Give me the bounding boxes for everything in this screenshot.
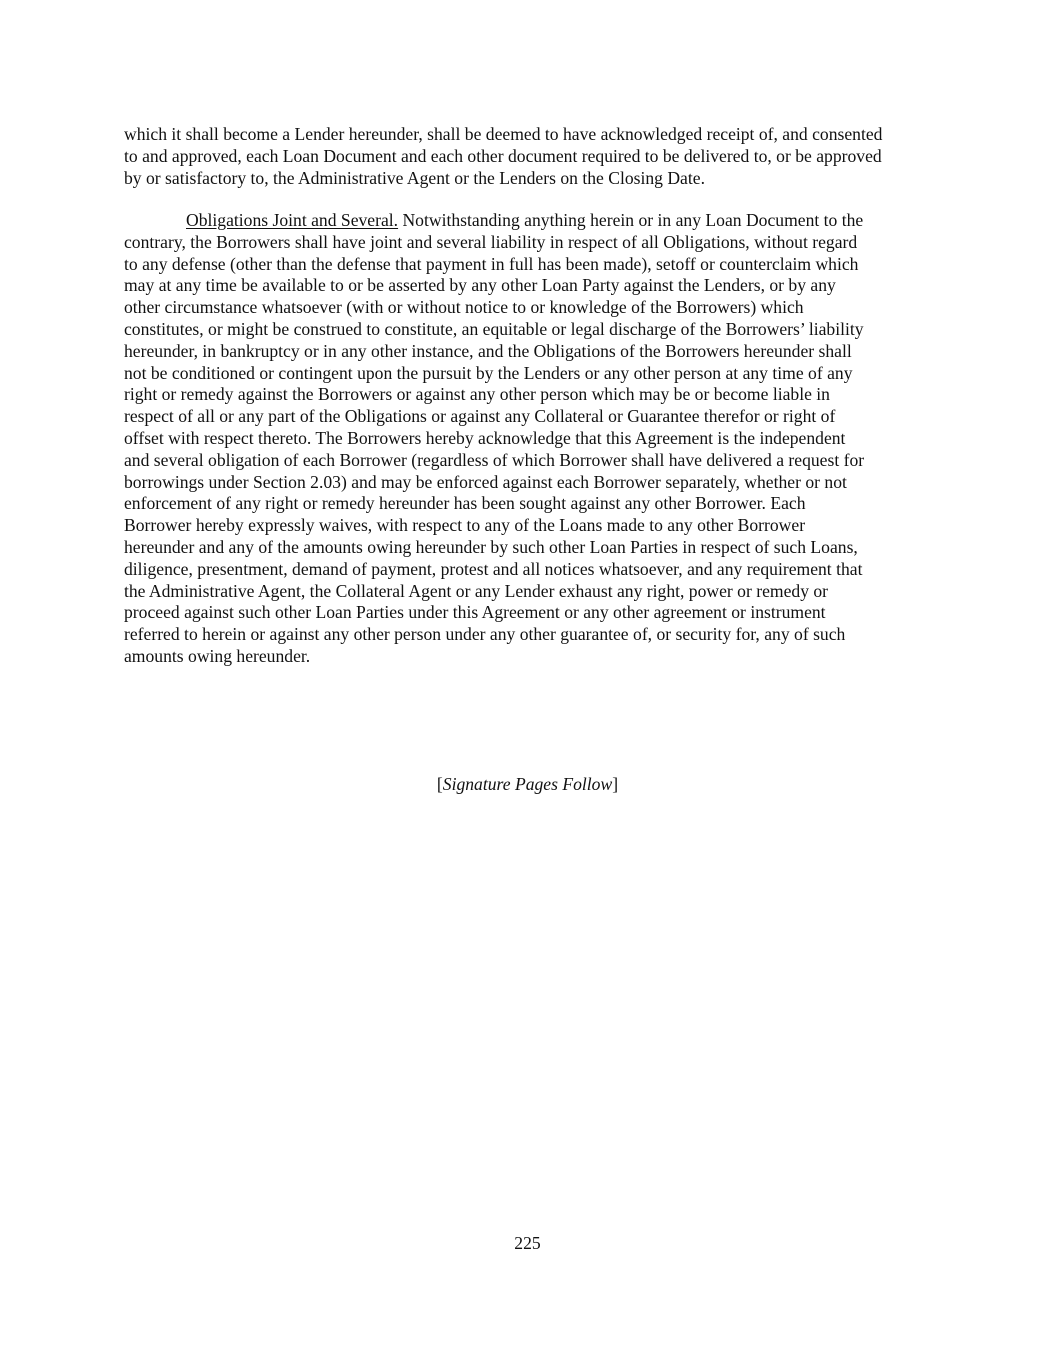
paragraph-line: respect of all or any part of the Obligations or against any Collateral or Guarantee therefor or right of	[124, 406, 836, 427]
paragraph-line: enforcement of any right or remedy hereunder has been sought against any other Borrower. Each	[124, 493, 806, 514]
paragraph-line: and several obligation of each Borrower (regardless of which Borrower shall have delivered a request for	[124, 449, 865, 470]
open-bracket: [	[436, 774, 443, 794]
paragraph-line: may at any time be available to or be asserted by any other Loan Party against the Lenders, or by any	[124, 275, 836, 296]
paragraph-line: the Administrative Agent, the Collateral Agent or any Lender exhaust any right, power or remedy or	[124, 580, 829, 601]
paragraph-line: by or satisfactory to, the Administrative Agent or the Lenders on the Closing Date.	[124, 167, 705, 188]
paragraph-line: referred to herein or against any other person under any other guarantee of, or security for, any of such	[124, 624, 846, 645]
paragraph-continuation	[124, 124, 936, 189]
paragraph-line: proceed against such other Loan Parties under this Agreement or any other agreement or instrument	[124, 602, 826, 623]
paragraph-line-rest: Notwithstanding anything herein or in any Loan Document to the	[398, 210, 864, 230]
page-number: 225	[514, 1233, 541, 1253]
paragraph-line: amounts owing hereunder.	[124, 645, 311, 666]
paragraph-line: offset with respect thereto. The Borrowers hereby acknowledge that this Agreement is the independent	[124, 427, 846, 448]
paragraph-line: Borrower hereby expressly waives, with respect to any of the Loans made to any other Borrower	[124, 515, 806, 536]
paragraph-line: which it shall become a Lender hereunder, shall be deemed to have acknowledged receipt of, and consented	[124, 124, 883, 144]
paragraph-line: other circumstance whatsoever (with or without notice to or knowledge of the Borrowers) which	[124, 297, 804, 318]
paragraph-line: constitutes, or might be construed to constitute, an equitable or legal discharge of the Borrowers’ liability	[124, 318, 864, 339]
paragraph-first-line	[124, 210, 936, 232]
paragraph-line: to and approved, each Loan Document and each other document required to be delivered to, or be approved	[124, 145, 882, 166]
close-bracket: ]	[612, 774, 619, 794]
paragraph-line: diligence, presentment, demand of payment, protest and all notices whatsoever, and any requirement that	[124, 558, 863, 579]
paragraph-line: hereunder, in bankruptcy or in any other instance, and the Obligations of the Borrowers hereunder shall	[124, 340, 852, 361]
paragraph-line: right or remedy against the Borrowers or against any other person which may be or become liable in	[124, 384, 830, 405]
paragraph-line: hereunder and any of the amounts owing hereunder by such other Loan Parties in respect of such Loans,	[124, 536, 858, 557]
paragraph-line: not be conditioned or contingent upon the pursuit by the Lenders or any other person at any time of any	[124, 362, 853, 383]
paragraph-line: borrowings under Section 2.03) and may be enforced against each Borrower separately, whether or not	[124, 471, 847, 492]
section-heading: Obligations Joint and Several.	[186, 210, 399, 230]
paragraph-line: contrary, the Borrowers shall have joint and several liability in respect of all Obligations, without regard	[124, 231, 858, 252]
signature-note-text: Signature Pages Follow	[442, 774, 613, 794]
signature-pages-follow-note	[0, 773, 1055, 795]
paragraph-obligations-joint-and-several	[124, 210, 936, 668]
paragraph-line: to any defense (other than the defense that payment in full has been made), setoff or counterclaim which	[124, 253, 859, 274]
